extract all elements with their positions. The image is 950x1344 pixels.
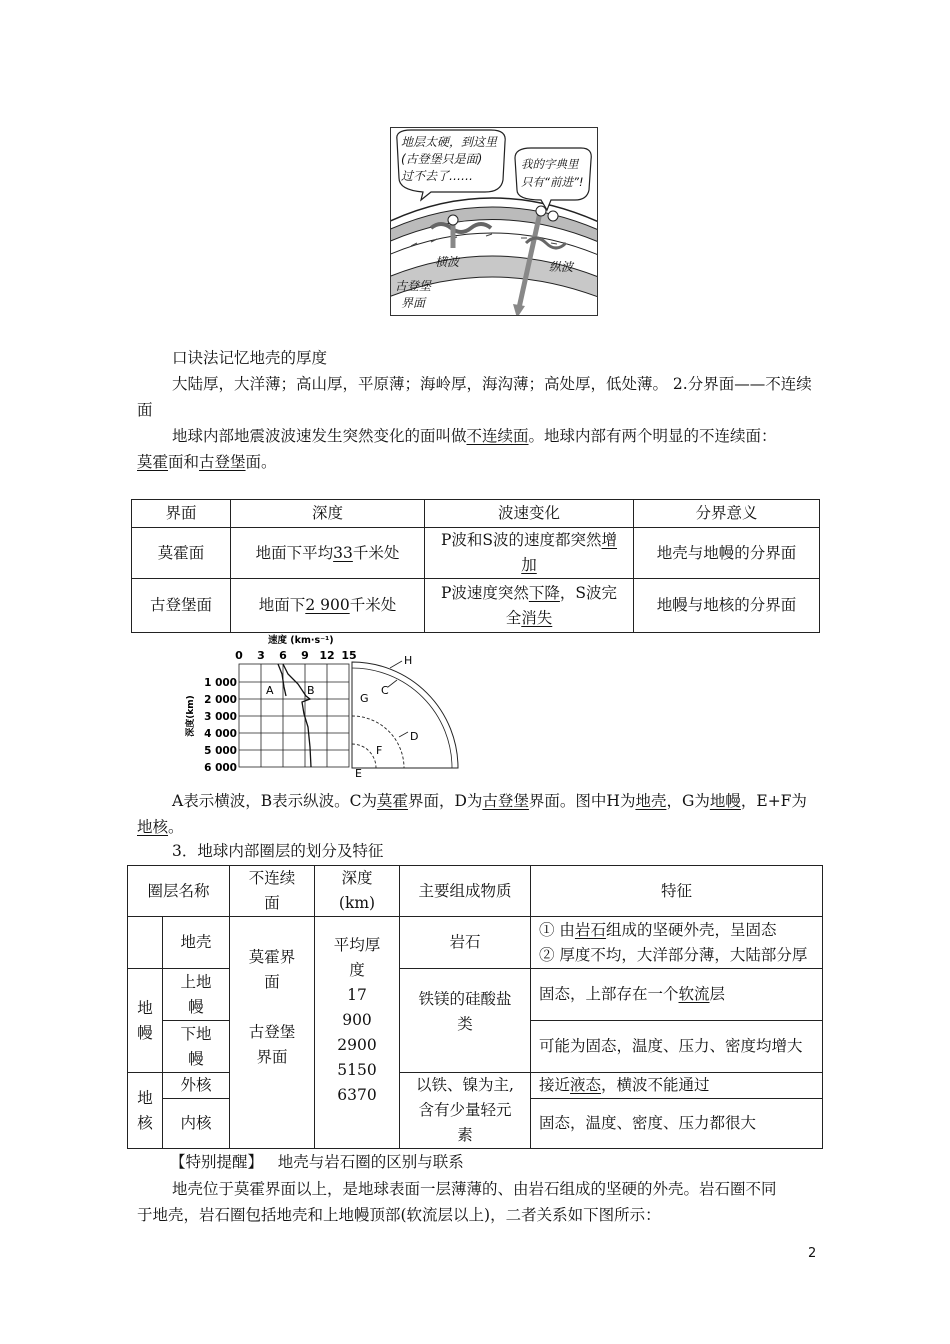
layer-label-h: H bbox=[404, 654, 413, 667]
table-header-row bbox=[132, 500, 820, 528]
cell: 岩石 bbox=[400, 917, 531, 969]
curve-label-a: A bbox=[266, 684, 274, 697]
layer-label-c: C bbox=[381, 684, 389, 697]
text: 全 bbox=[505, 608, 522, 627]
text: 接近 bbox=[539, 1076, 571, 1094]
layer-label-f: F bbox=[376, 744, 383, 757]
cell: 地壳与地幔的分界面 bbox=[634, 528, 820, 579]
text: 组成的坚硬外壳，呈固态 bbox=[605, 920, 777, 939]
text: 6370 bbox=[337, 1085, 377, 1104]
underlined-term: 岩石 bbox=[574, 920, 606, 939]
header-cell bbox=[230, 866, 315, 917]
text: ，E+F为 bbox=[740, 792, 807, 810]
cell bbox=[163, 969, 230, 1021]
header-cell: 主要组成物质 bbox=[400, 866, 531, 917]
text: 面。 bbox=[245, 453, 277, 471]
text: ，S波完 bbox=[559, 583, 618, 602]
text: 以铁、镍为主, bbox=[416, 1076, 514, 1094]
underlined-term: 软流 bbox=[678, 985, 710, 1003]
text: 上地 bbox=[180, 972, 212, 991]
x-tick: 12 bbox=[319, 649, 335, 662]
text: 5150 bbox=[337, 1060, 377, 1079]
underlined-term: 增 bbox=[601, 531, 618, 549]
text: 界面，D为 bbox=[407, 792, 483, 810]
text: 幔 bbox=[188, 1049, 204, 1068]
label-gutenberg-2: 界面 bbox=[401, 296, 426, 310]
header-cell: 分界意义 bbox=[634, 500, 820, 528]
table-row bbox=[132, 579, 820, 633]
text: 核 bbox=[137, 1113, 153, 1132]
text: 。 bbox=[168, 818, 184, 836]
text: P波和S波的速度都突然 bbox=[440, 531, 602, 549]
discontinuity-table bbox=[131, 499, 820, 633]
underlined-term: 莫霍 bbox=[137, 453, 169, 471]
p-wave-curve bbox=[283, 664, 311, 767]
text: A表示横波，B表示纵波。C为 bbox=[172, 792, 377, 810]
cell: 可能为固态，温度、压力、密度均增大 bbox=[531, 1021, 823, 1073]
label-transverse-wave: 横波 bbox=[435, 255, 460, 269]
text: 地 bbox=[137, 998, 153, 1017]
mnemonic-title: 口诀法记忆地壳的厚度 bbox=[172, 349, 328, 367]
text: ① 由 bbox=[539, 920, 575, 939]
layer-label-g: G bbox=[360, 692, 369, 705]
cell bbox=[531, 1073, 823, 1099]
seismic-figure-svg bbox=[180, 632, 470, 780]
text: 古登堡 bbox=[248, 1023, 296, 1041]
text: 莫霍界 bbox=[248, 948, 296, 966]
discontinuity-para-1 bbox=[172, 423, 777, 449]
text: 度 bbox=[349, 960, 365, 979]
text: 素 bbox=[457, 1126, 473, 1144]
reminder-title: 地壳与岩石圈的区别与联系 bbox=[277, 1153, 464, 1171]
reminder-line-2: 于地壳，岩石圈包括地壳和上地幔顶部(软流层以上)，二者关系如下图所示： bbox=[137, 1206, 661, 1224]
text: 平均厚 bbox=[333, 935, 381, 954]
text: 千米处 bbox=[349, 596, 397, 614]
cell bbox=[531, 917, 823, 969]
text: 。地球内部有两个明显的不连续面： bbox=[528, 427, 777, 445]
underlined-term: 地核 bbox=[137, 818, 169, 836]
text: 层 bbox=[709, 985, 726, 1003]
underlined-term: 下降 bbox=[528, 583, 560, 602]
cell bbox=[163, 1021, 230, 1073]
text: 面和 bbox=[168, 453, 200, 471]
table-row bbox=[132, 528, 820, 579]
curve-label-b: B bbox=[307, 684, 315, 697]
reminder-line-1: 地壳位于莫霍界面以上，是地球表面一层薄薄的、由岩石组成的坚硬的外壳。岩石圈不同 bbox=[172, 1180, 777, 1198]
seismic-wave-figure bbox=[180, 632, 470, 780]
text: 2900 bbox=[337, 1035, 377, 1054]
underlined-term: 液态 bbox=[570, 1076, 602, 1094]
text: 含有少量轻元 bbox=[418, 1101, 512, 1119]
figure-caption bbox=[172, 788, 807, 814]
text: 17 bbox=[347, 985, 367, 1004]
earth-section bbox=[352, 661, 458, 768]
text: 界面。图中H为 bbox=[528, 792, 636, 810]
underlined-term: 古登堡 bbox=[482, 792, 529, 810]
cell: 古登堡面 bbox=[132, 579, 231, 633]
y-tick: 5 000 bbox=[204, 745, 237, 757]
section-3-title: 3．地球内部圈层的划分及特征 bbox=[172, 842, 384, 860]
cell bbox=[315, 917, 400, 1149]
reminder-tag: 【特别提醒】 bbox=[170, 1153, 264, 1171]
header-cell bbox=[315, 866, 400, 917]
underlined-term: 地壳 bbox=[635, 792, 667, 810]
text: ② 厚度不均，大洋部分薄，大陆部分厚 bbox=[539, 945, 808, 964]
earth-layers-table bbox=[127, 865, 823, 1149]
cell bbox=[425, 579, 634, 633]
cell bbox=[231, 579, 425, 633]
cell bbox=[400, 1073, 531, 1149]
bubble-right-line-1: 我的字典里 bbox=[521, 157, 579, 171]
y-tick: 6 000 bbox=[204, 762, 237, 774]
label-gutenberg-1: 古登堡 bbox=[395, 279, 432, 293]
x-tick: 0 bbox=[235, 649, 243, 662]
table-row bbox=[128, 917, 823, 969]
text: 下地 bbox=[180, 1024, 212, 1043]
text: ，G为 bbox=[666, 792, 710, 810]
y-tick: 3 000 bbox=[204, 711, 237, 723]
underlined-term: 古登堡 bbox=[199, 453, 246, 471]
text: 地球内部地震波波速发生突然变化的面叫做 bbox=[172, 427, 467, 445]
cell: 莫霍面 bbox=[132, 528, 231, 579]
layer-label-e: E bbox=[355, 767, 362, 780]
underlined-term: 地幔 bbox=[709, 792, 741, 810]
y-tick: 1 000 bbox=[204, 677, 237, 689]
cell bbox=[531, 969, 823, 1021]
underlined-term: 消失 bbox=[521, 608, 553, 627]
header-cell: 波速变化 bbox=[425, 500, 634, 528]
x-tick: 3 bbox=[257, 649, 265, 662]
cell: 外核 bbox=[163, 1073, 230, 1099]
cell bbox=[231, 528, 425, 579]
header-cell: 特征 bbox=[531, 866, 823, 917]
cell: 地幔与地核的分界面 bbox=[634, 579, 820, 633]
label-longitudinal-wave: 纵波 bbox=[549, 260, 574, 274]
discontinuity-para-2 bbox=[137, 449, 277, 475]
text: 固态，上部存在一个 bbox=[539, 985, 679, 1003]
underlined-term: 2 900 bbox=[305, 596, 350, 614]
text: 地面下平均 bbox=[255, 543, 334, 562]
cell bbox=[128, 1073, 163, 1149]
y-tick: 4 000 bbox=[204, 728, 237, 740]
bubble-left-line-1: 地层太硬，到这里 bbox=[401, 135, 498, 149]
speed-axis-label: 速度 (km·s⁻¹) bbox=[268, 635, 334, 646]
bubble-left-line-2: (古登堡只是面) bbox=[401, 152, 483, 166]
x-tick: 15 bbox=[341, 649, 357, 662]
text: 千米处 bbox=[352, 543, 400, 562]
text: 界面 bbox=[256, 1048, 288, 1066]
text: 地 bbox=[137, 1088, 153, 1107]
text: 面 bbox=[264, 894, 280, 912]
table-header-row bbox=[128, 866, 823, 917]
cell bbox=[128, 969, 163, 1073]
underlined-term: 不连续面 bbox=[466, 427, 529, 445]
underlined-term: 莫霍 bbox=[376, 792, 408, 810]
text: 铁镁的硅酸盐 bbox=[418, 990, 512, 1008]
cell bbox=[230, 917, 315, 1149]
mnemonic-line: 大陆厚，大洋薄；高山厚，平原薄；海岭厚，海沟薄；高处厚，低处薄。 2.分界面——不连续 bbox=[172, 375, 812, 393]
layer-label-d: D bbox=[410, 730, 419, 743]
text: (km) bbox=[338, 894, 376, 912]
header-cell: 界面 bbox=[132, 500, 231, 528]
cell: 内核 bbox=[163, 1099, 230, 1149]
text: 幔 bbox=[137, 1023, 153, 1042]
y-tick: 2 000 bbox=[204, 694, 237, 706]
text: 幔 bbox=[188, 997, 204, 1016]
page-number: 2 bbox=[808, 1246, 817, 1261]
x-tick: 6 bbox=[279, 649, 287, 662]
text: ，横波不能通过 bbox=[601, 1076, 710, 1094]
cell: 地壳 bbox=[163, 917, 230, 969]
text: 不连续 bbox=[248, 869, 296, 887]
figure-caption-cont bbox=[137, 814, 184, 840]
cell bbox=[425, 528, 634, 579]
text: 900 bbox=[342, 1010, 372, 1029]
cell bbox=[400, 969, 531, 1073]
y-axis-label: 深度(km) bbox=[186, 695, 196, 737]
header-cell: 深度 bbox=[231, 500, 425, 528]
bubble-left-line-3: 过不去了…… bbox=[401, 169, 474, 183]
reminder-heading bbox=[170, 1149, 464, 1175]
cell: 固态，温度、密度、压力都很大 bbox=[531, 1099, 823, 1149]
mnemonic-line-cont: 面 bbox=[137, 401, 153, 419]
text: 深度 bbox=[341, 869, 373, 887]
text: 类 bbox=[457, 1015, 473, 1033]
underlined-term: 加 bbox=[521, 556, 537, 574]
cartoon-illustration bbox=[390, 127, 598, 316]
text: 地面下 bbox=[258, 596, 306, 614]
underlined-term: 33 bbox=[333, 543, 353, 562]
header-cell: 圈层名称 bbox=[128, 866, 230, 917]
cell bbox=[128, 917, 163, 969]
bubble-right-line-2: 只有“前进”! bbox=[521, 175, 584, 189]
x-tick: 9 bbox=[301, 649, 309, 662]
text: 面 bbox=[264, 973, 280, 991]
text: P波速度突然 bbox=[440, 583, 529, 602]
